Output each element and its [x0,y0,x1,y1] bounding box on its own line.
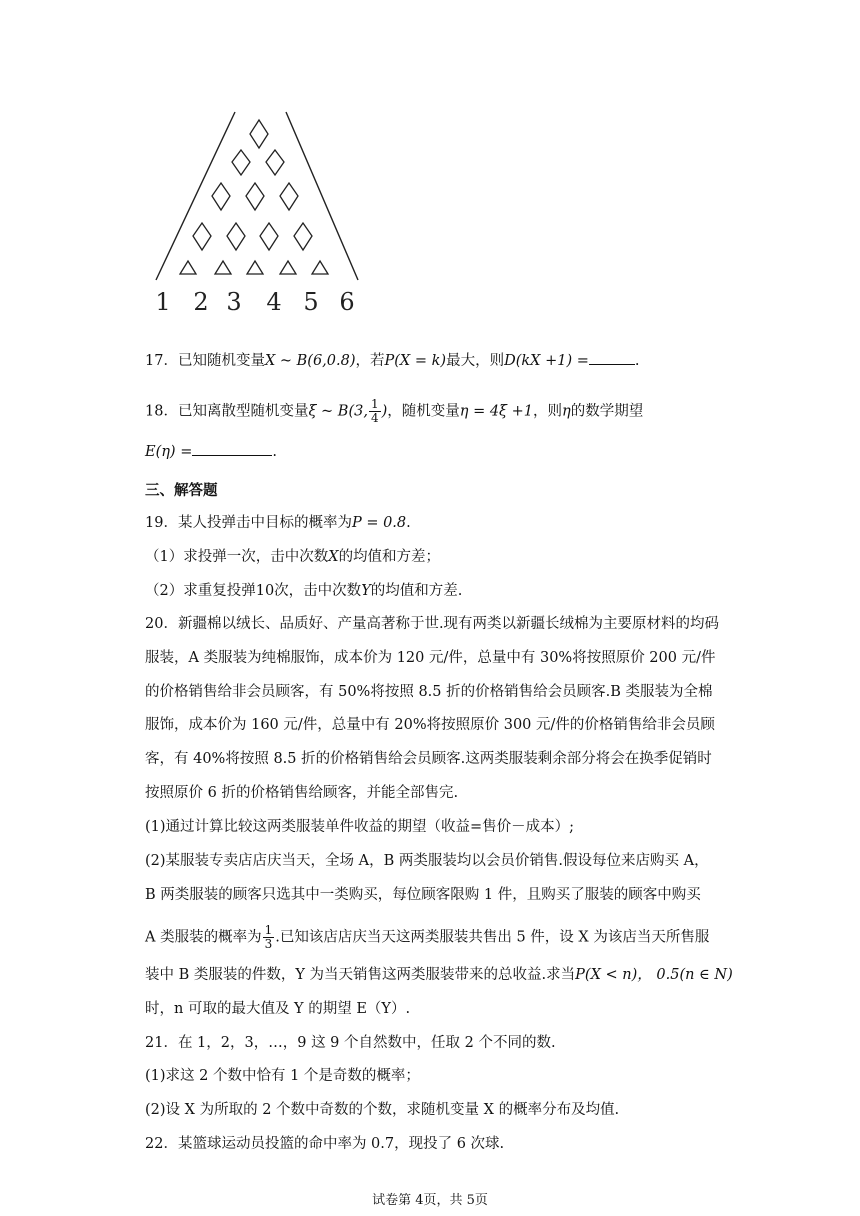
math-expr: ) [381,403,388,420]
fraction-denominator: 3 [264,937,273,951]
math-expr: P(X < n)， 0.5(n ∈ N) [575,967,733,983]
question-text: . [406,515,411,531]
answer-blank[interactable] [589,350,635,365]
question-text: . [272,444,277,460]
question-20-line: 客，有 40%将按照 8.5 折的价格销售给会员顾客.这两类服装剩余部分将会在换季促销时 [145,751,712,767]
math-expr: η = 4ξ +1 [459,403,534,420]
question-20-part-2: (2)某服装专卖店店庆当天，全场 A，B 两类服装均以会员价销售.假设每位来店购买 A， [145,853,709,869]
question-text: 最大，则 [446,353,505,369]
triangle-peg [247,261,263,274]
triangle-peg [215,261,231,274]
triangle-peg [180,261,196,274]
question-17 [145,350,639,371]
diamond-peg [227,223,245,250]
math-expr: P(X = k) [384,353,447,369]
question-text: （1）求投弹一次，击中次数 [145,549,329,565]
question-text: .已知该店店庆当天这两类服装共售出 5 件，设 X 为该店当天所售服 [275,929,710,946]
question-20-part-1: (1)通过计算比较这两类服装单件收益的期望（收益=售价－成本）; [145,819,575,835]
fraction [369,398,381,425]
question-text: 已知离散型随机变量 [177,403,309,420]
question-18 [145,398,643,425]
question-text: 已知随机变量 [177,353,265,369]
bin-label: 2 [193,288,209,316]
diamond-peg [260,223,278,250]
question-21: 21．在 1，2，3，…，9 这 9 个自然数中，任取 2 个不同的数. [145,1035,556,1051]
fraction-numerator: 1 [370,397,379,411]
question-text: . [634,353,640,369]
math-expr: ξ ~ B(3, [308,403,368,420]
diamond-peg [212,183,230,210]
math-expr: D(kX +1) = [504,353,589,369]
question-text: 的均值和方差. [370,583,463,599]
diamond-pegs [193,120,312,250]
question-text: 的数学期望 [570,403,644,420]
diamond-peg [280,183,298,210]
question-21-part-1: (1)求这 2 个数中恰有 1 个是奇数的概率； [145,1068,420,1084]
bin-label: 1 [155,288,171,316]
question-20-line: B 两类服装的顾客只选其中一类购买，每位顾客限购 1 件，且购买了服装的顾客中购买 [145,887,701,903]
question-20-line: 时，n 可取的最大值及 Y 的期望 E（Y）. [145,1001,411,1017]
left-wall [156,112,235,280]
question-number: 17． [145,353,178,369]
question-text: ，随机变量 [387,403,460,420]
fraction-numerator: 1 [264,923,273,937]
question-20-line: 服饰，成本价为 160 元/件，总量中有 20%将按照原价 300 元/件的价格销售给非会员顾 [145,717,715,733]
question-text: A 类服装的概率为 [145,929,262,946]
diamond-peg [193,223,211,250]
page-footer: 试卷第 4页，共 5页 [372,1193,488,1208]
question-20-line: 服装，A 类服装为纯棉服饰，成本价为 120 元/件，总量中有 30%将按照原价 200 元/件 [145,650,716,666]
question-19-part-2 [145,581,462,601]
triangle-peg [312,261,328,274]
fraction-denominator: 4 [370,411,379,425]
math-expr: P = 0.8 [351,515,407,531]
answer-blank[interactable] [192,441,272,456]
fraction [263,924,275,951]
triangle-peg [280,261,296,274]
question-text: ，若 [355,353,385,369]
diamond-peg [266,150,284,175]
question-text: 19．某人投弹击中目标的概率为 [145,515,352,531]
question-text: （2）求重复投弹10次，击中次数 [145,583,362,599]
bin-label: 6 [339,288,355,316]
question-22: 22．某篮球运动员投篮的命中率为 0.7，现投了 6 次球. [145,1136,505,1152]
question-number: 18． [145,403,178,420]
question-20-line [145,965,733,985]
section-title: 三、解答题 [145,482,218,499]
math-expr: X [328,549,339,565]
math-expr: E(η) = [145,444,193,460]
bin-label: 5 [303,288,319,316]
question-text: 装中 B 类服装的件数，Y 为当天销售这两类服装带来的总收益.求当 [145,967,576,983]
diamond-peg [246,183,264,210]
math-expr: X ~ B(6,0.8) [264,353,356,369]
diamond-peg [232,150,250,175]
question-20-line: 按照原价 6 折的价格销售给顾客，并能全部售完. [145,785,459,801]
question-18-line2 [145,441,277,462]
question-20-line [145,924,709,951]
bin-labels [155,288,354,316]
question-20-line: 20．新疆棉以绒长、品质好、产量高著称于世.现有两类以新疆长绒棉为主要原材料的均码 [145,616,720,632]
right-wall [286,112,358,280]
question-text: ，则 [533,403,563,420]
triangle-pegs [180,261,328,274]
math-expr: η [562,403,571,420]
diamond-peg [294,223,312,250]
bin-label: 3 [226,288,242,316]
galton-board-figure [148,108,373,318]
diamond-peg [250,120,268,148]
question-19-part-1 [145,547,440,567]
question-20-line: 的价格销售给非会员顾客，有 50%将按照 8.5 折的价格销售给会员顾客.B 类服装为全棉 [145,684,713,700]
math-expr: Y [361,583,371,599]
question-text: 的均值和方差； [338,549,441,565]
question-21-part-2: (2)设 X 为所取的 2 个数中奇数的个数，求随机变量 X 的概率分布及均值. [145,1102,620,1118]
bin-label: 4 [266,288,282,316]
question-19 [145,513,411,533]
